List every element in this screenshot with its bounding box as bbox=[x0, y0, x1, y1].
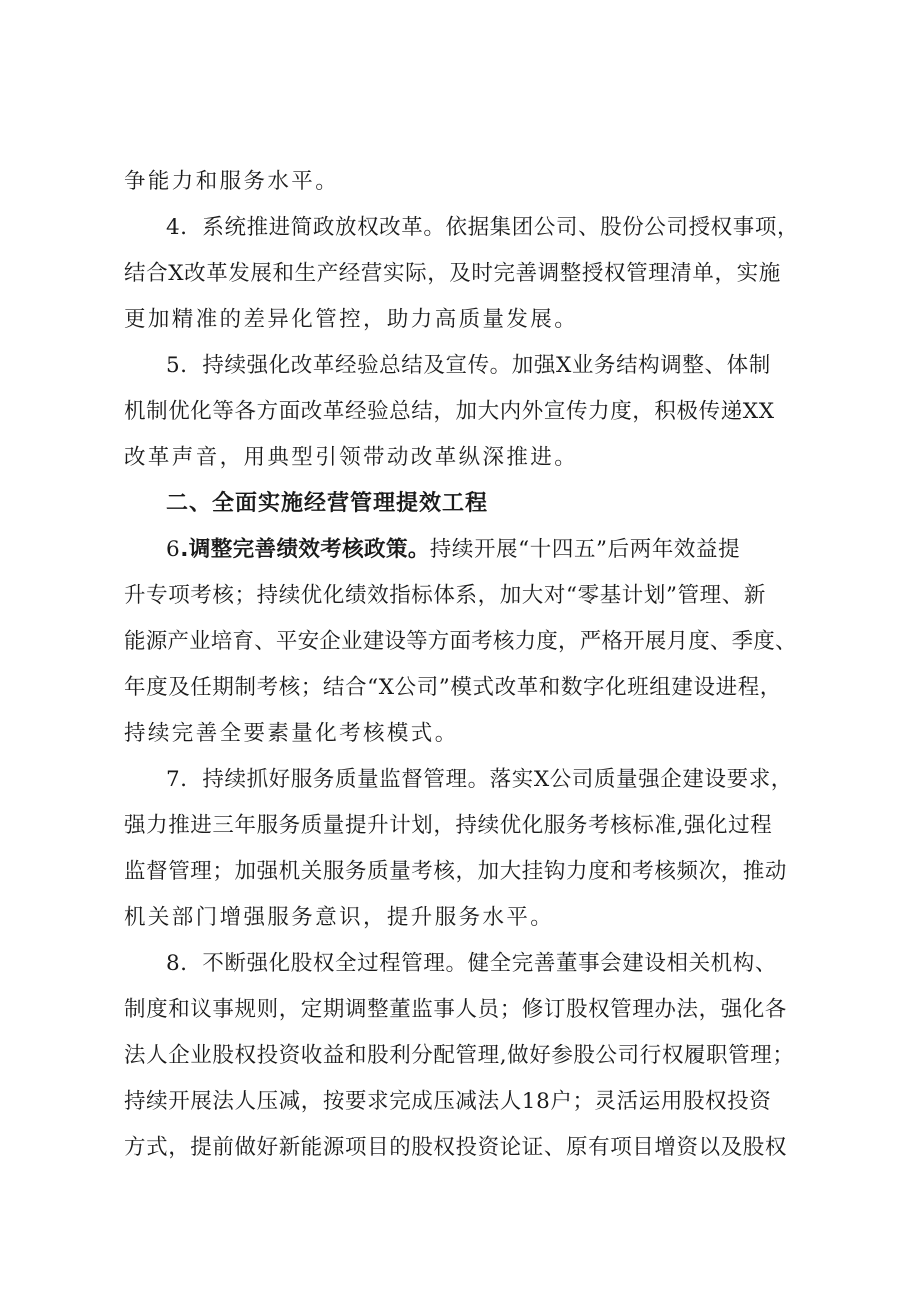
item-7-line-1: 7．持续抓好服务质量监督管理。落实X公司质量强企建设要求， bbox=[166, 767, 793, 792]
item-8-line-5: 方式，提前做好新能源项目的股权投资论证、原有项目增资以及股权 bbox=[124, 1135, 788, 1160]
section-heading: 二、全面实施经营管理提效工程 bbox=[166, 491, 489, 516]
paragraph-line: 争能力和服务水平。 bbox=[124, 169, 340, 194]
item-6-title: .调整完善绩效考核政策。 bbox=[180, 537, 430, 562]
item-6-line-1 bbox=[166, 536, 740, 564]
item-8-line-4: 持续开展法人压减，按要求完成压减法人18户；灵活运用股权投资 bbox=[124, 1089, 772, 1114]
item-6-line-2: 升专项考核；持续优化绩效指标体系，加大对“零基计划”管理、新 bbox=[124, 583, 766, 608]
item-7-line-4: 机关部门增强服务意识，提升服务水平。 bbox=[124, 905, 555, 930]
item-7-line-3: 监督管理；加强机关服务质量考核，加大挂钩力度和考核频次，推动 bbox=[124, 859, 788, 884]
item-6-text: 持续开展“十四五”后两年效益提 bbox=[429, 537, 741, 562]
item-6-line-3: 能源产业培育、平安企业建设等方面考核力度，严格开展月度、季度、 bbox=[124, 629, 797, 654]
item-4-line-1: 4．系统推进简政放权改革。依据集团公司、股份公司授权事项， bbox=[166, 215, 800, 240]
item-8-line-3: 法人企业股权投资收益和股利分配管理,做好参股公司行权履职管理； bbox=[124, 1043, 795, 1068]
item-5-line-2: 机制优化等各方面改革经验总结，加大内外宣传力度，积极传递XX bbox=[124, 399, 775, 424]
item-7-line-2: 强力推进三年服务质量提升计划，持续优化服务考核标准,强化过程 bbox=[124, 813, 773, 838]
item-5-line-1: 5．持续强化改革经验总结及宣传。加强X业务结构调整、体制 bbox=[166, 353, 771, 378]
item-8-line-2: 制度和议事规则，定期调整董监事人员；修订股权管理办法，强化各 bbox=[124, 997, 788, 1022]
item-6-number: 6 bbox=[166, 537, 181, 562]
item-6-line-5: 持续完善全要素量化考核模式。 bbox=[124, 721, 459, 746]
item-5-line-3: 改革声音，用典型引领带动改革纵深推进。 bbox=[124, 445, 579, 470]
item-4-line-2: 结合X改革发展和生产经营实际，及时完善调整授权管理清单，实施 bbox=[124, 261, 781, 286]
item-6-line-4: 年度及任期制考核；结合“X公司”模式改革和数字化班组建设进程， bbox=[124, 675, 782, 700]
item-8-line-1: 8．不断强化股权全过程管理。健全完善董事会建设相关机构、 bbox=[166, 951, 777, 976]
item-4-line-3: 更加精准的差异化管控，助力高质量发展。 bbox=[124, 307, 579, 332]
